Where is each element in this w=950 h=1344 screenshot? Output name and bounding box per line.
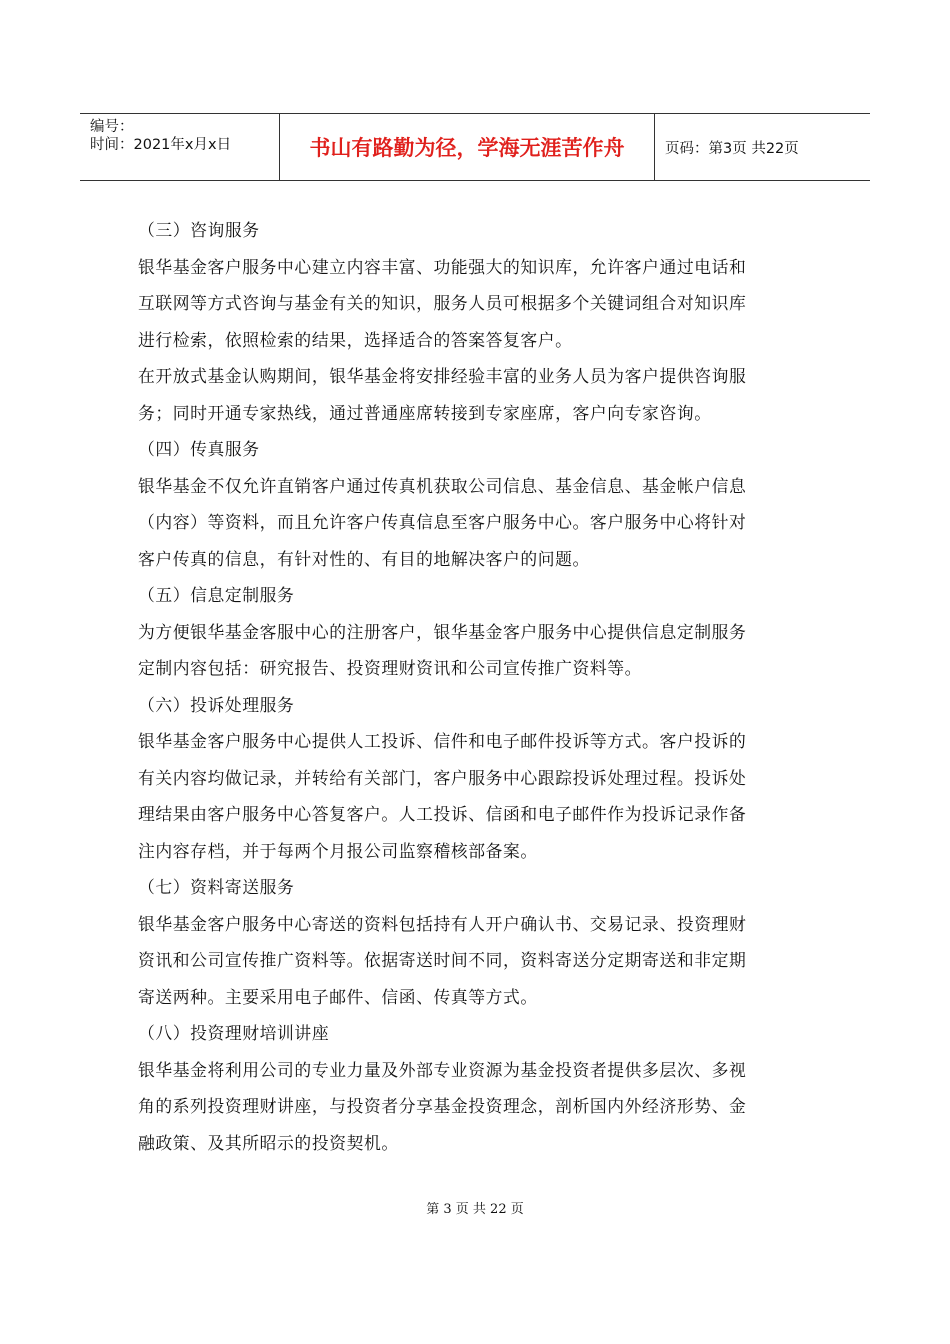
paragraph-line: 务；同时开通专家热线，通过普通座席转接到专家座席，客户向专家咨询。 (138, 402, 712, 423)
paragraph-line: 寄送两种。主要采用电子邮件、信函、传真等方式。 (138, 986, 538, 1007)
section-heading: （三）咨询服务 (138, 220, 260, 240)
section-heading: （五）信息定制服务 (138, 585, 295, 605)
document-header (80, 113, 870, 181)
paragraph-line: 银华基金客户服务中心寄送的资料包括持有人开户确认书、交易记录、投资理财 (138, 913, 747, 934)
section-heading: （六）投诉处理服务 (138, 694, 295, 715)
paragraph-line: 互联网等方式咨询与基金有关的知识，服务人员可根据多个关键词组合对知识库 (138, 293, 747, 313)
paragraph-line: 角的系列投资理财讲座，与投资者分享基金投资理念，剖析国内外经济形势、金 (138, 1096, 747, 1116)
paragraph-line: 银华基金客户服务中心建立内容丰富、功能强大的知识库，允许客户通过电话和 (138, 256, 747, 277)
paragraph-line: 在开放式基金认购期间，银华基金将安排经验丰富的业务人员为客户提供咨询服 (138, 366, 747, 386)
header-meta (80, 114, 280, 180)
paragraph-line: 客户传真的信息，有针对性的、有目的地解决客户的问题。 (138, 548, 590, 569)
header-number-label: 编号： (90, 119, 134, 135)
section-heading: （七）资料寄送服务 (138, 877, 295, 897)
paragraph-line: 有关内容均做记录，并转给有关部门，客户服务中心跟踪投诉处理过程。投诉处 (138, 767, 747, 788)
header-page-info: 页码：第3页 共22页 (665, 140, 799, 157)
paragraph-line: 银华基金客户服务中心提供人工投诉、信件和电子邮件投诉等方式。客户投诉的 (138, 731, 747, 751)
section-heading: （四）传真服务 (138, 439, 260, 459)
paragraph-line: （内容）等资料，而且允许客户传真信息至客户服务中心。客户服务中心将针对 (138, 512, 747, 532)
paragraph-line: 理结果由客户服务中心答复客户。人工投诉、信函和电子邮件作为投诉记录作备 (138, 804, 747, 824)
paragraph-line: 注内容存档，并于每两个月报公司监察稽核部备案。 (138, 840, 538, 861)
document-body (138, 212, 818, 1161)
header-time-label: 时间：2021年x月x日 (90, 137, 232, 153)
header-motto: 书山有路勤为径，学海无涯苦作舟 (280, 114, 655, 180)
paragraph-line: 资讯和公司宣传推广资料等。依据寄送时间不同，资料寄送分定期寄送和非定期 (138, 950, 747, 970)
page-footer: 第 3 页 共 22 页 (426, 1202, 524, 1217)
paragraph-line: 银华基金不仅允许直销客户通过传真机获取公司信息、基金信息、基金帐户信息 (138, 475, 747, 496)
paragraph-line: 银华基金将利用公司的专业力量及外部专业资源为基金投资者提供多层次、多视 (138, 1059, 747, 1080)
paragraph-line: 进行检索，依照检索的结果，选择适合的答案答复客户。 (138, 329, 573, 350)
paragraph-line: 为方便银华基金客服中心的注册客户，银华基金客户服务中心提供信息定制服务 (138, 621, 747, 642)
paragraph-line: 融政策、及其所昭示的投资契机。 (138, 1132, 399, 1153)
paragraph-line: 定制内容包括：研究报告、投资理财资讯和公司宣传推广资料等。 (138, 658, 643, 678)
section-heading: （八）投资理财培训讲座 (138, 1023, 330, 1043)
